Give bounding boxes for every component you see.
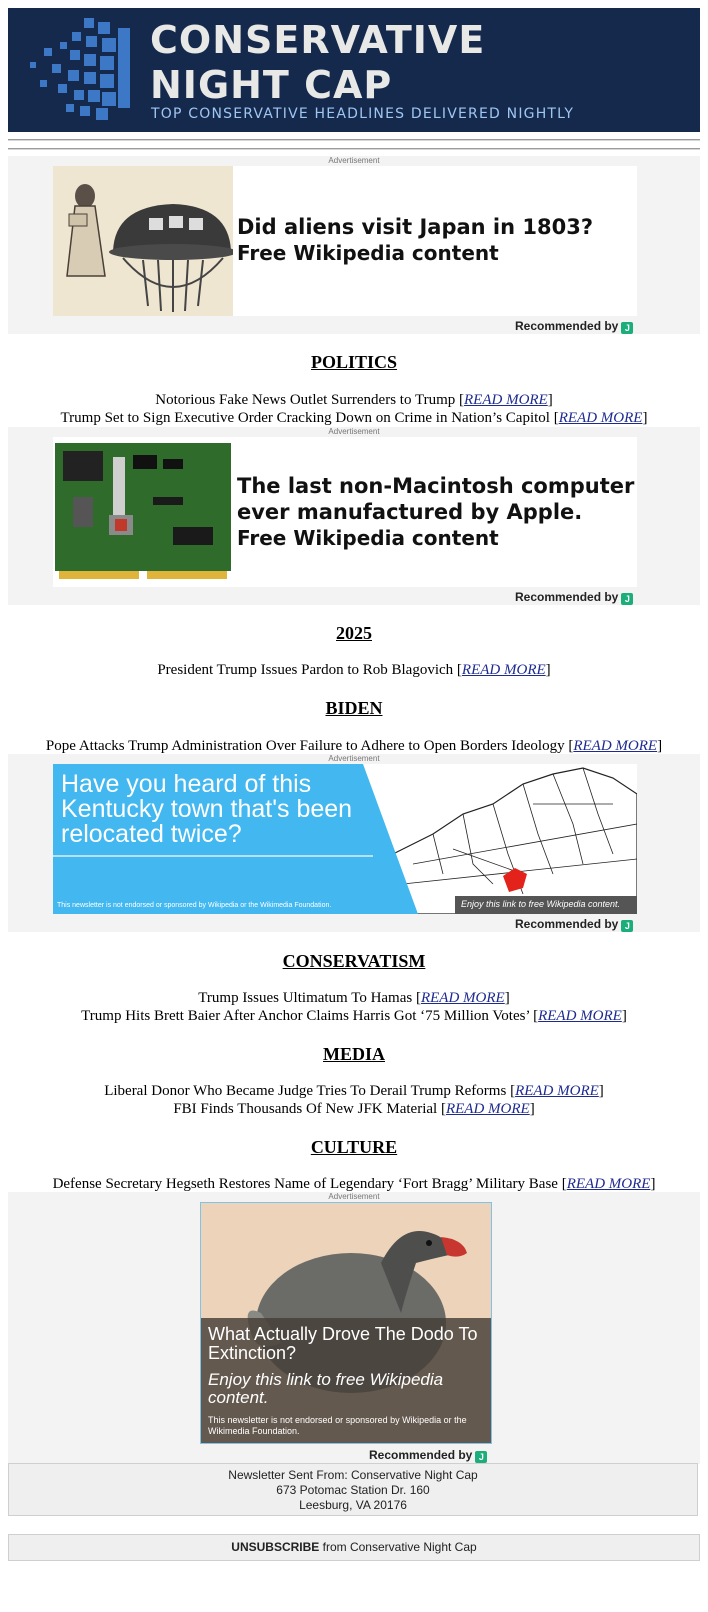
footer-address [8,1463,698,1516]
apple-board-image [53,437,233,587]
tagline: TOP CONSERVATIVE HEADLINES DELIVERED NIGHTLY [151,106,575,122]
ad-label: Advertisement [328,427,380,436]
brand-line-2: NIGHT CAP [150,63,393,107]
ad-headline: Did aliens visit Japan in 1803? [237,215,594,239]
headline: Liberal Donor Who Became Judge Tries To Derail Trump Reforms [READ MORE] [104,1083,604,1099]
dodo-image [201,1203,491,1443]
ad-headline: What Actually Drove The Dodo To Extinction? [208,1324,478,1363]
read-more-link[interactable]: READ MORE [558,410,643,426]
section-title-culture: CULTURE [310,1137,398,1157]
headline: Trump Set to Sign Executive Order Cracking Down on Crime in Nation’s Capitol [READ MORE] [60,410,648,426]
read-more-link[interactable]: READ MORE [445,1101,530,1117]
ad-card-dodo[interactable] [200,1202,492,1444]
headline: Defense Secretary Hegseth Restores Name of Legendary ‘Fort Bragg’ Military Base [READ MORE] [52,1176,656,1192]
ad-disclaimer: This newsletter is not endorsed or sponsored by Wikipedia or the Wikimedia Foundation. [208,1415,467,1436]
jeeng-icon: J [475,1451,487,1463]
headline: Trump Issues Ultimatum To Hamas [READ MORE] [198,990,510,1006]
section-title-biden: BIDEN [325,698,383,718]
recommended-by[interactable]: Recommended by J [515,917,633,932]
headline: Trump Hits Brett Baier After Anchor Claims Harris Got ‘75 Million Votes’ [READ MORE] [81,1008,627,1024]
section-title-media: MEDIA [323,1044,385,1064]
read-more-link[interactable]: READ MORE [420,990,505,1006]
section-title-2025: 2025 [336,623,372,643]
read-more-link[interactable]: READ MORE [538,1008,622,1024]
headline: Pope Attacks Trump Administration Over Failure to Adhere to Open Borders Ideology [READ MORE] [45,738,663,754]
ad-label: Advertisement [328,754,380,763]
headline: FBI Finds Thousands Of New JFK Material [READ MORE] [173,1101,535,1117]
jeeng-icon: J [621,322,633,334]
read-more-link[interactable]: READ MORE [573,738,658,754]
ad-headline: The last non-Macintosh computer [237,474,635,498]
footer-street: 673 Potomac Station Dr. 160 [276,1483,430,1497]
divider [8,148,700,150]
read-more-link[interactable]: READ MORE [461,662,546,678]
ad-card-apple[interactable] [53,437,637,587]
ad-subline: Free Wikipedia content [237,526,499,550]
utsuro-bune-image [53,166,233,316]
ad-subtitle: Enjoy this link to free Wikipedia content. [208,1370,444,1407]
ad-caption: Enjoy this link to free Wikipedia content. [461,899,620,909]
divider [8,139,700,141]
footer-sender: Newsletter Sent From: Conservative Night Cap [228,1468,478,1482]
recommended-by[interactable]: Recommended by J [369,1448,487,1463]
read-more-link[interactable]: READ MORE [515,1083,599,1099]
jeeng-icon: J [621,593,633,605]
ad-card-aliens[interactable] [53,166,637,316]
ad-headline: Have you heard of this Kentucky town that's been relocated twice? [61,770,353,848]
ad-block [8,1192,700,1464]
read-more-link[interactable]: READ MORE [566,1176,651,1192]
ad-block [8,156,700,334]
ad-card-kentucky[interactable] [53,764,637,914]
header-banner[interactable] [8,8,700,132]
ad-disclaimer: This newsletter is not endorsed or sponsored by Wikipedia or the Wikimedia Foundation. [57,902,332,909]
ad-label: Advertisement [328,156,380,165]
ad-block [8,427,700,605]
logo-pixel-icon [22,18,132,122]
read-more-link[interactable]: READ MORE [464,392,548,408]
headline: President Trump Issues Pardon to Rob Blagovich [READ MORE] [157,662,551,678]
section-title-conservatism: CONSERVATISM [282,951,426,971]
headline: Notorious Fake News Outlet Surrenders to Trump [READ MORE] [155,392,553,408]
ad-label: Advertisement [328,1192,380,1201]
footer-city: Leesburg, VA 20176 [299,1498,407,1512]
ad-headline-2: ever manufactured by Apple. [237,500,583,524]
ad-block [8,754,700,932]
recommended-by[interactable]: Recommended by J [515,319,633,334]
brand-line-1: CONSERVATIVE [150,18,486,62]
unsubscribe-link[interactable]: UNSUBSCRIBE from Conservative Night Cap [8,1534,700,1561]
ad-subline: Free Wikipedia content [237,241,499,265]
recommended-by[interactable]: Recommended by J [515,590,633,605]
jeeng-icon: J [621,920,633,932]
section-title-politics: POLITICS [310,352,398,372]
